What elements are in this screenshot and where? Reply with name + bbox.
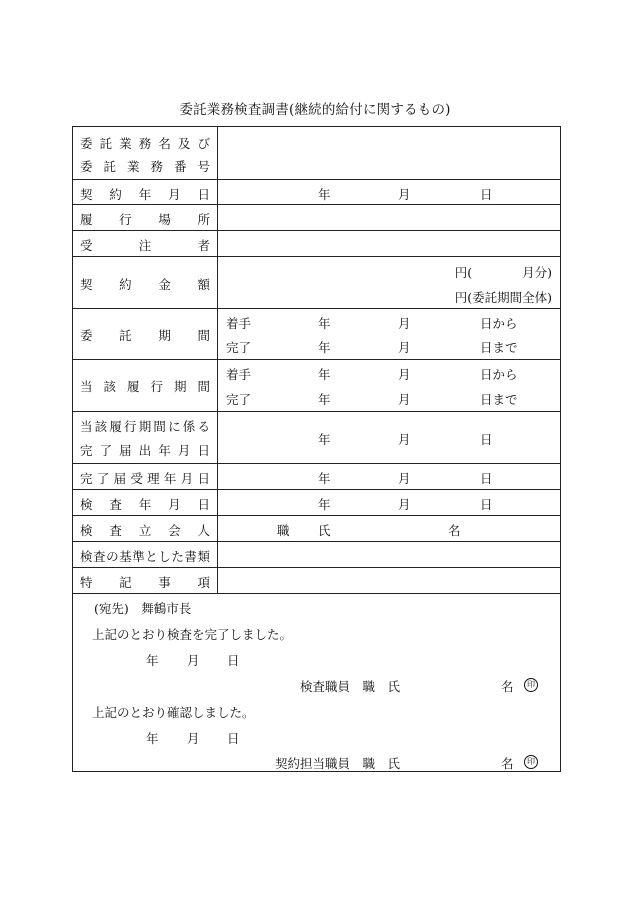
- label-task-name: 委託業務名及び: [80, 136, 210, 151]
- field-contract-date[interactable]: 年 月 日: [318, 187, 493, 202]
- field-basis-docs[interactable]: [218, 542, 560, 567]
- label-witness: 検査立会人: [80, 523, 210, 538]
- row-witness: [73, 516, 560, 542]
- label-contract-date: 契約年月日: [80, 187, 210, 202]
- row-place: [73, 205, 560, 231]
- row-contract-date: [73, 180, 560, 205]
- row-basis-docs: [73, 542, 560, 568]
- row-period: [73, 309, 560, 360]
- addressee: (宛先) 舞鶴市長: [94, 601, 192, 616]
- field-inspection-date[interactable]: 年 月 日: [318, 497, 493, 512]
- field-witness[interactable]: 職 氏 名: [277, 523, 461, 538]
- field-contractor[interactable]: [218, 231, 560, 256]
- row-amount: [73, 257, 560, 309]
- field-period[interactable]: 着手 年 月 日から 完了 年 月 日まで: [226, 316, 518, 355]
- label-completion-receipt: 完了届受理年月日: [80, 471, 210, 486]
- field-completion-receipt[interactable]: 年 月 日: [318, 471, 493, 486]
- row-completion-notice: [73, 412, 560, 464]
- field-amount[interactable]: 円( 月分) 円(委託期間全体): [454, 265, 552, 305]
- label-task-number: 委託業務番号: [80, 159, 210, 174]
- label-contractor: 受注者: [80, 238, 210, 253]
- form-footer: (宛先) 舞鶴市長 上記のとおり検査を完了しました。 年 月 日 検査職員 職 氏 名 印 上記のとおり確認しました。 年 月 日 契約担当職員 職 氏 名 印: [73, 594, 560, 773]
- row-notes: [73, 568, 560, 594]
- contract-officer-label: 契約担当職員 職 氏: [275, 756, 401, 771]
- field-notes[interactable]: [218, 568, 560, 593]
- label-period: 委託期間: [80, 328, 210, 343]
- label-basis-docs: 検査の基準とした書類: [80, 549, 210, 564]
- field-task-name[interactable]: [218, 127, 560, 179]
- seal-icon-2: 印: [524, 755, 538, 769]
- inspector-label: 検査職員 職 氏: [300, 679, 401, 694]
- row-completion-receipt: [73, 464, 560, 490]
- seal-icon: 印: [524, 678, 538, 692]
- document-title: 委託業務検査調書(継続的給付に関するもの): [179, 102, 451, 118]
- label-notes: 特記事項: [80, 575, 210, 590]
- row-inspection-date: [73, 490, 560, 516]
- confirmation-statement: 上記のとおり確認しました。: [92, 705, 255, 720]
- row-contractor: [73, 231, 560, 257]
- field-completion-notice[interactable]: 年 月 日: [318, 432, 493, 447]
- label-inspection-date: 検査年月日: [80, 497, 210, 512]
- inspection-statement: 上記のとおり検査を完了しました。: [92, 627, 293, 642]
- field-performance-period[interactable]: 着手 年 月 日から 完了 年 月 日まで: [226, 367, 518, 407]
- label-performance-period: 当該履行期間: [80, 379, 210, 394]
- label-place: 履行場所: [80, 212, 210, 227]
- inspection-form: [72, 126, 561, 772]
- row-task-name: [73, 127, 560, 180]
- field-place[interactable]: [218, 205, 560, 230]
- row-performance-period: [73, 360, 560, 412]
- label-completion-notice-1: 当該履行期間に係る: [80, 419, 210, 434]
- label-completion-notice-2: 完了届出年月日: [80, 443, 210, 458]
- label-amount: 契約金額: [80, 277, 210, 292]
